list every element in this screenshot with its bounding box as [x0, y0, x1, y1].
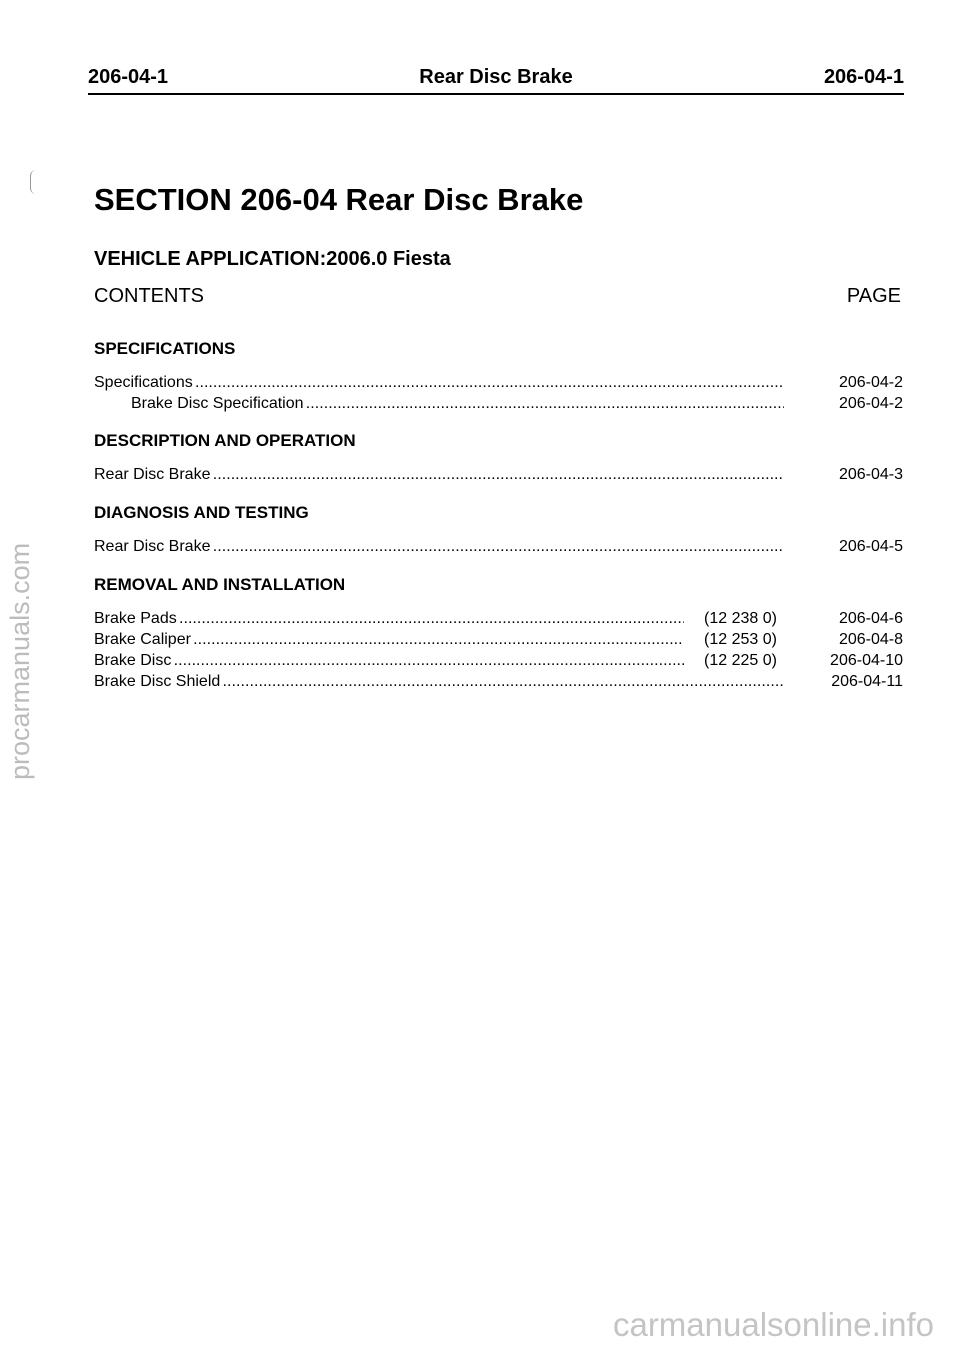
toc-entry-label: Rear Disc Brake . . . — [94, 464, 784, 485]
header-page-number-right: 206-04-1 — [823, 66, 904, 88]
toc-entry-reference: (12 238 0) — [704, 610, 777, 627]
toc-entry-label: Brake Disc Specification . . . — [131, 393, 784, 414]
group-heading-specifications: SPECIFICATIONS — [94, 339, 236, 358]
header-page-number-left: 206-04-1 — [88, 66, 169, 88]
toc-entry[interactable] — [94, 671, 903, 692]
toc-entry[interactable] — [94, 393, 903, 414]
header-rule — [88, 93, 904, 95]
toc-entry-page: 206-04-2 — [838, 395, 903, 412]
group-heading-removal-and-installation: REMOVAL AND INSTALLATION — [94, 575, 346, 594]
toc-entry-page: 206-04-8 — [838, 631, 903, 648]
toc-entry-page: 206-04-10 — [830, 652, 903, 669]
toc-entry-reference: (12 253 0) — [704, 631, 777, 648]
group-heading-diagnosis-and-testing: DIAGNOSIS AND TESTING — [94, 503, 309, 522]
toc-entry-page: 206-04-6 — [838, 610, 903, 627]
section-title: SECTION 206-04 Rear Disc Brake — [94, 182, 584, 217]
page-header — [88, 62, 904, 92]
scan-artifact — [30, 170, 37, 194]
toc-entry-label: Rear Disc Brake . . . — [94, 536, 784, 557]
toc-entry[interactable] — [94, 650, 903, 671]
toc-entry[interactable] — [94, 629, 903, 650]
toc-entry-page: 206-04-2 — [838, 374, 903, 391]
vehicle-application: VEHICLE APPLICATION:2006.0 Fiesta — [94, 248, 451, 270]
toc-entry-label: Brake Disc . . . — [94, 650, 684, 671]
toc-entry-page: 206-04-3 — [838, 466, 903, 483]
toc-entry-label: Specifications . . . — [94, 372, 784, 393]
toc-entry-page: 206-04-11 — [831, 673, 903, 690]
toc-entry[interactable] — [94, 608, 903, 629]
toc-entry-page: 206-04-5 — [838, 538, 903, 555]
group-heading-description-and-operation: DESCRIPTION AND OPERATION — [94, 431, 356, 450]
contents-label: CONTENTS — [94, 285, 204, 307]
page-column-label: PAGE — [846, 285, 901, 307]
toc-entry-label: Brake Pads . . . — [94, 608, 684, 629]
toc-entry-reference: (12 225 0) — [704, 652, 777, 669]
toc-entry[interactable] — [94, 536, 903, 557]
toc-entry[interactable] — [94, 464, 903, 485]
toc-entry[interactable] — [94, 372, 903, 393]
toc-entry-label: Brake Caliper . . . — [94, 629, 684, 650]
bottom-watermark: carmanualsonline.info — [612, 1306, 934, 1343]
side-watermark-text: procarmanuals.com — [5, 542, 35, 780]
toc-entry-label: Brake Disc Shield . . . — [94, 671, 784, 692]
header-title: Rear Disc Brake — [419, 66, 573, 88]
